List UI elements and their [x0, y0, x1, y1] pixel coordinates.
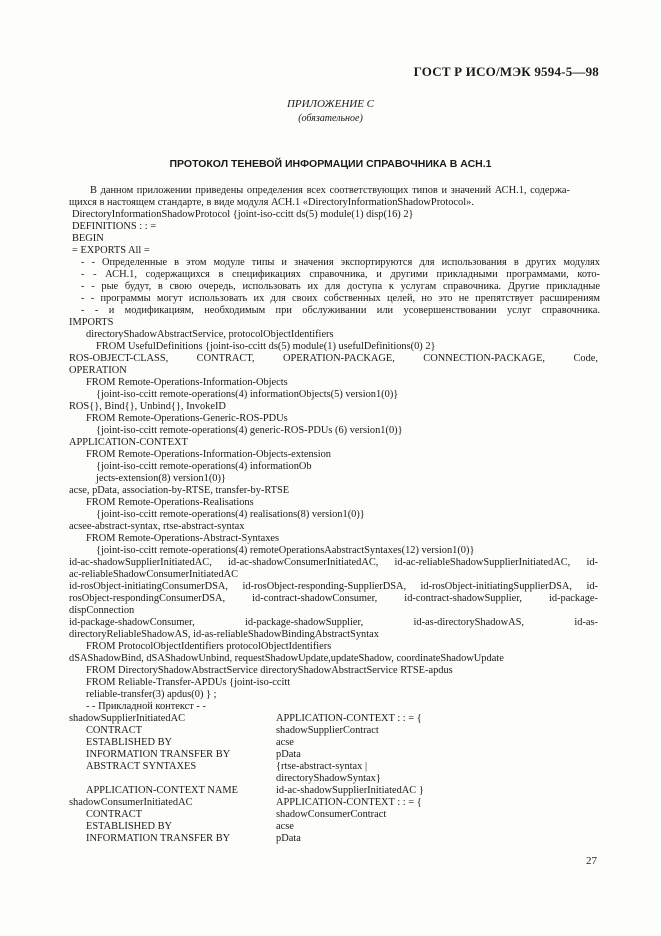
context-field-label: APPLICATION-CONTEXT NAME — [86, 785, 238, 796]
text-line: APPLICATION-CONTEXT — [69, 437, 188, 448]
text-line: {joint-iso-ccitt remote-operations(4) generic-ROS-PDUs (6) version1(0)} — [96, 425, 403, 436]
appendix-label: ПРИЛОЖЕНИЕ С — [286, 98, 375, 110]
context-field-label: shadowSupplierInitiatedAC — [69, 713, 186, 724]
text-line: dispConnection — [69, 605, 135, 616]
text-line: FROM Remote-Operations-Information-Objects-extension — [86, 449, 331, 460]
text-line: directoryReliableShadowAS, id-as-reliableShadowBindingAbstractSyntax — [69, 629, 379, 640]
context-field-value: pData — [276, 833, 301, 844]
context-field-label: ESTABLISHED BY — [86, 821, 173, 832]
text-line: FROM Remote-Operations-Information-Objects — [86, 377, 288, 388]
text-line: id-package-shadowConsumer, id-package-shadowSupplier, id-as-directoryShadowAS, id-as- — [69, 617, 598, 628]
context-field-label: CONTRACT — [86, 725, 142, 736]
text-line: {joint-iso-ccitt remote-operations(4) remoteOperationsAabstractSyntaxes(12) version1(0)} — [96, 545, 475, 556]
text-line: ROS{}, Bind{}, Unbind{}, InvokeID — [69, 401, 226, 412]
text-line: - - Определенные в этом модуле типы и значения экспортируются для использования в других модулях — [81, 257, 600, 268]
page-number: 27 — [586, 855, 597, 867]
context-field-value: acse — [276, 737, 294, 748]
text-line: reliable-transfer(3) apdus(0) } ; — [86, 689, 217, 700]
appendix-note: (обязательное) — [298, 113, 363, 124]
text-line: FROM ProtocolObjectIdentifiers protocolObjectIdentifiers — [86, 641, 332, 652]
standard-header: ГОСТ Р ИСО/МЭК 9594-5—98 — [413, 64, 599, 79]
text-line: - - и модификациям, необходимым при обслуживании или усовершенствовании услуг справочника. — [81, 305, 600, 316]
text-line: DEFINITIONS : : = — [72, 221, 157, 232]
text-line: - - рые будут, в свою очередь, использовать их для доступа к услугам справочника. Другие прикладные — [81, 281, 600, 292]
text-line: FROM Reliable-Transfer-APDUs {joint-iso-ccitt — [86, 677, 291, 688]
context-field-label: ABSTRACT SYNTAXES — [86, 761, 197, 772]
text-line: DirectoryInformationShadowProtocol {joint-iso-ccitt ds(5) module(1) disp(16) 2} — [72, 209, 414, 220]
text-line: OPERATION — [69, 365, 127, 376]
text-line: FROM Remote-Operations-Realisations — [86, 497, 254, 508]
context-field-label: CONTRACT — [86, 809, 142, 820]
text-line: = EXPORTS All = — [72, 245, 150, 256]
text-line: ac-reliableShadowConsumerInitiatedAC — [69, 569, 239, 580]
context-field-value: id-ac-shadowSupplierInitiatedAC } — [276, 785, 424, 796]
context-field-value: pData — [276, 749, 301, 760]
context-field-value: APPLICATION-CONTEXT : : = { — [276, 713, 422, 724]
section-title: ПРОТОКОЛ ТЕНЕВОЙ ИНФОРМАЦИИ СПРАВОЧНИКА В АСН.1 — [169, 158, 492, 170]
context-field-label: INFORMATION TRANSFER BY — [86, 749, 231, 760]
text-line: В данном приложении приведены определения всех соответствующих типов и значений АСН.1, содержа- — [90, 185, 570, 196]
context-field-label: shadowConsumerInitiatedAC — [69, 797, 193, 808]
text-line: jects-extension(8) version1(0)} — [96, 473, 226, 484]
text-line: ROS-OBJECT-CLASS, CONTRACT, OPERATION-PACKAGE, CONNECTION-PACKAGE, Code, — [69, 353, 598, 364]
text-line: {joint-iso-ccitt remote-operations(4) informationObjects(5) version1(0)} — [96, 389, 399, 400]
text-line: id-ac-shadowSupplierInitiatedAC, id-ac-shadowConsumerInitiatedAC, id-ac-reliableShadowSupplierInitiatedAC, id- — [69, 557, 598, 568]
text-line: - - программы могут использовать их для своих собственных целей, но это не препятствует расширениям — [81, 293, 600, 304]
context-field-value: acse — [276, 821, 294, 832]
context-field-value: shadowSupplierContract — [276, 725, 379, 736]
text-line: FROM DirectoryShadowAbstractService directoryShadowAbstractService RTSE-apdus — [86, 665, 453, 676]
text-line: FROM Remote-Operations-Abstract-Syntaxes — [86, 533, 280, 544]
text-line: BEGIN — [72, 233, 104, 244]
text-line: {joint-iso-ccitt remote-operations(4) informationOb — [96, 461, 312, 472]
text-line: - - АСН.1, содержащихся в спецификациях справочника, и другими прикладными программами, кото- — [81, 269, 600, 280]
text-line: FROM UsefulDefinitions {joint-iso-ccitt ds(5) module(1) usefulDefinitions(0) 2} — [96, 341, 436, 352]
text-line: acse, pData, association-by-RTSE, transfer-by-RTSE — [69, 485, 290, 496]
context-field-value: directoryShadowSyntax} — [276, 773, 381, 784]
context-field-value: shadowConsumerContract — [276, 809, 387, 820]
text-line: rosObject-respondingConsumerDSA, id-contract-shadowConsumer, id-contract-shadowSupplier, id-package- — [69, 593, 598, 604]
text-line: {joint-iso-ccitt remote-operations(4) realisations(8) version1(0)} — [96, 509, 365, 520]
text-line: id-rosObject-initiatingConsumerDSA, id-rosObject-responding-SupplierDSA, id-rosObject-initiatingSupplierDSA, id- — [69, 581, 598, 592]
text-line: FROM Remote-Operations-Generic-ROS-PDUs — [86, 413, 288, 424]
context-field-label: ESTABLISHED BY — [86, 737, 173, 748]
text-line: IMPORTS — [69, 317, 114, 328]
text-line: directoryShadowAbstractService, protocolObjectIdentifiers — [86, 329, 334, 340]
text-line: acsee-abstract-syntax, rtse-abstract-syntax — [69, 521, 245, 532]
text-line: - - Прикладной контекст - - — [86, 701, 206, 712]
text-line: dSAShadowBind, dSAShadowUnbind, requestShadowUpdate,updateShadow, coordinateShadowUpdate — [69, 653, 504, 664]
context-field-value: APPLICATION-CONTEXT : : = { — [276, 797, 422, 808]
context-field-value: {rtse-abstract-syntax | — [276, 761, 368, 772]
context-field-label: INFORMATION TRANSFER BY — [86, 833, 231, 844]
text-line: щихся в настоящем стандарте, в виде модуля АСН.1 «DirectoryInformationShadowProtocol». — [69, 197, 474, 208]
